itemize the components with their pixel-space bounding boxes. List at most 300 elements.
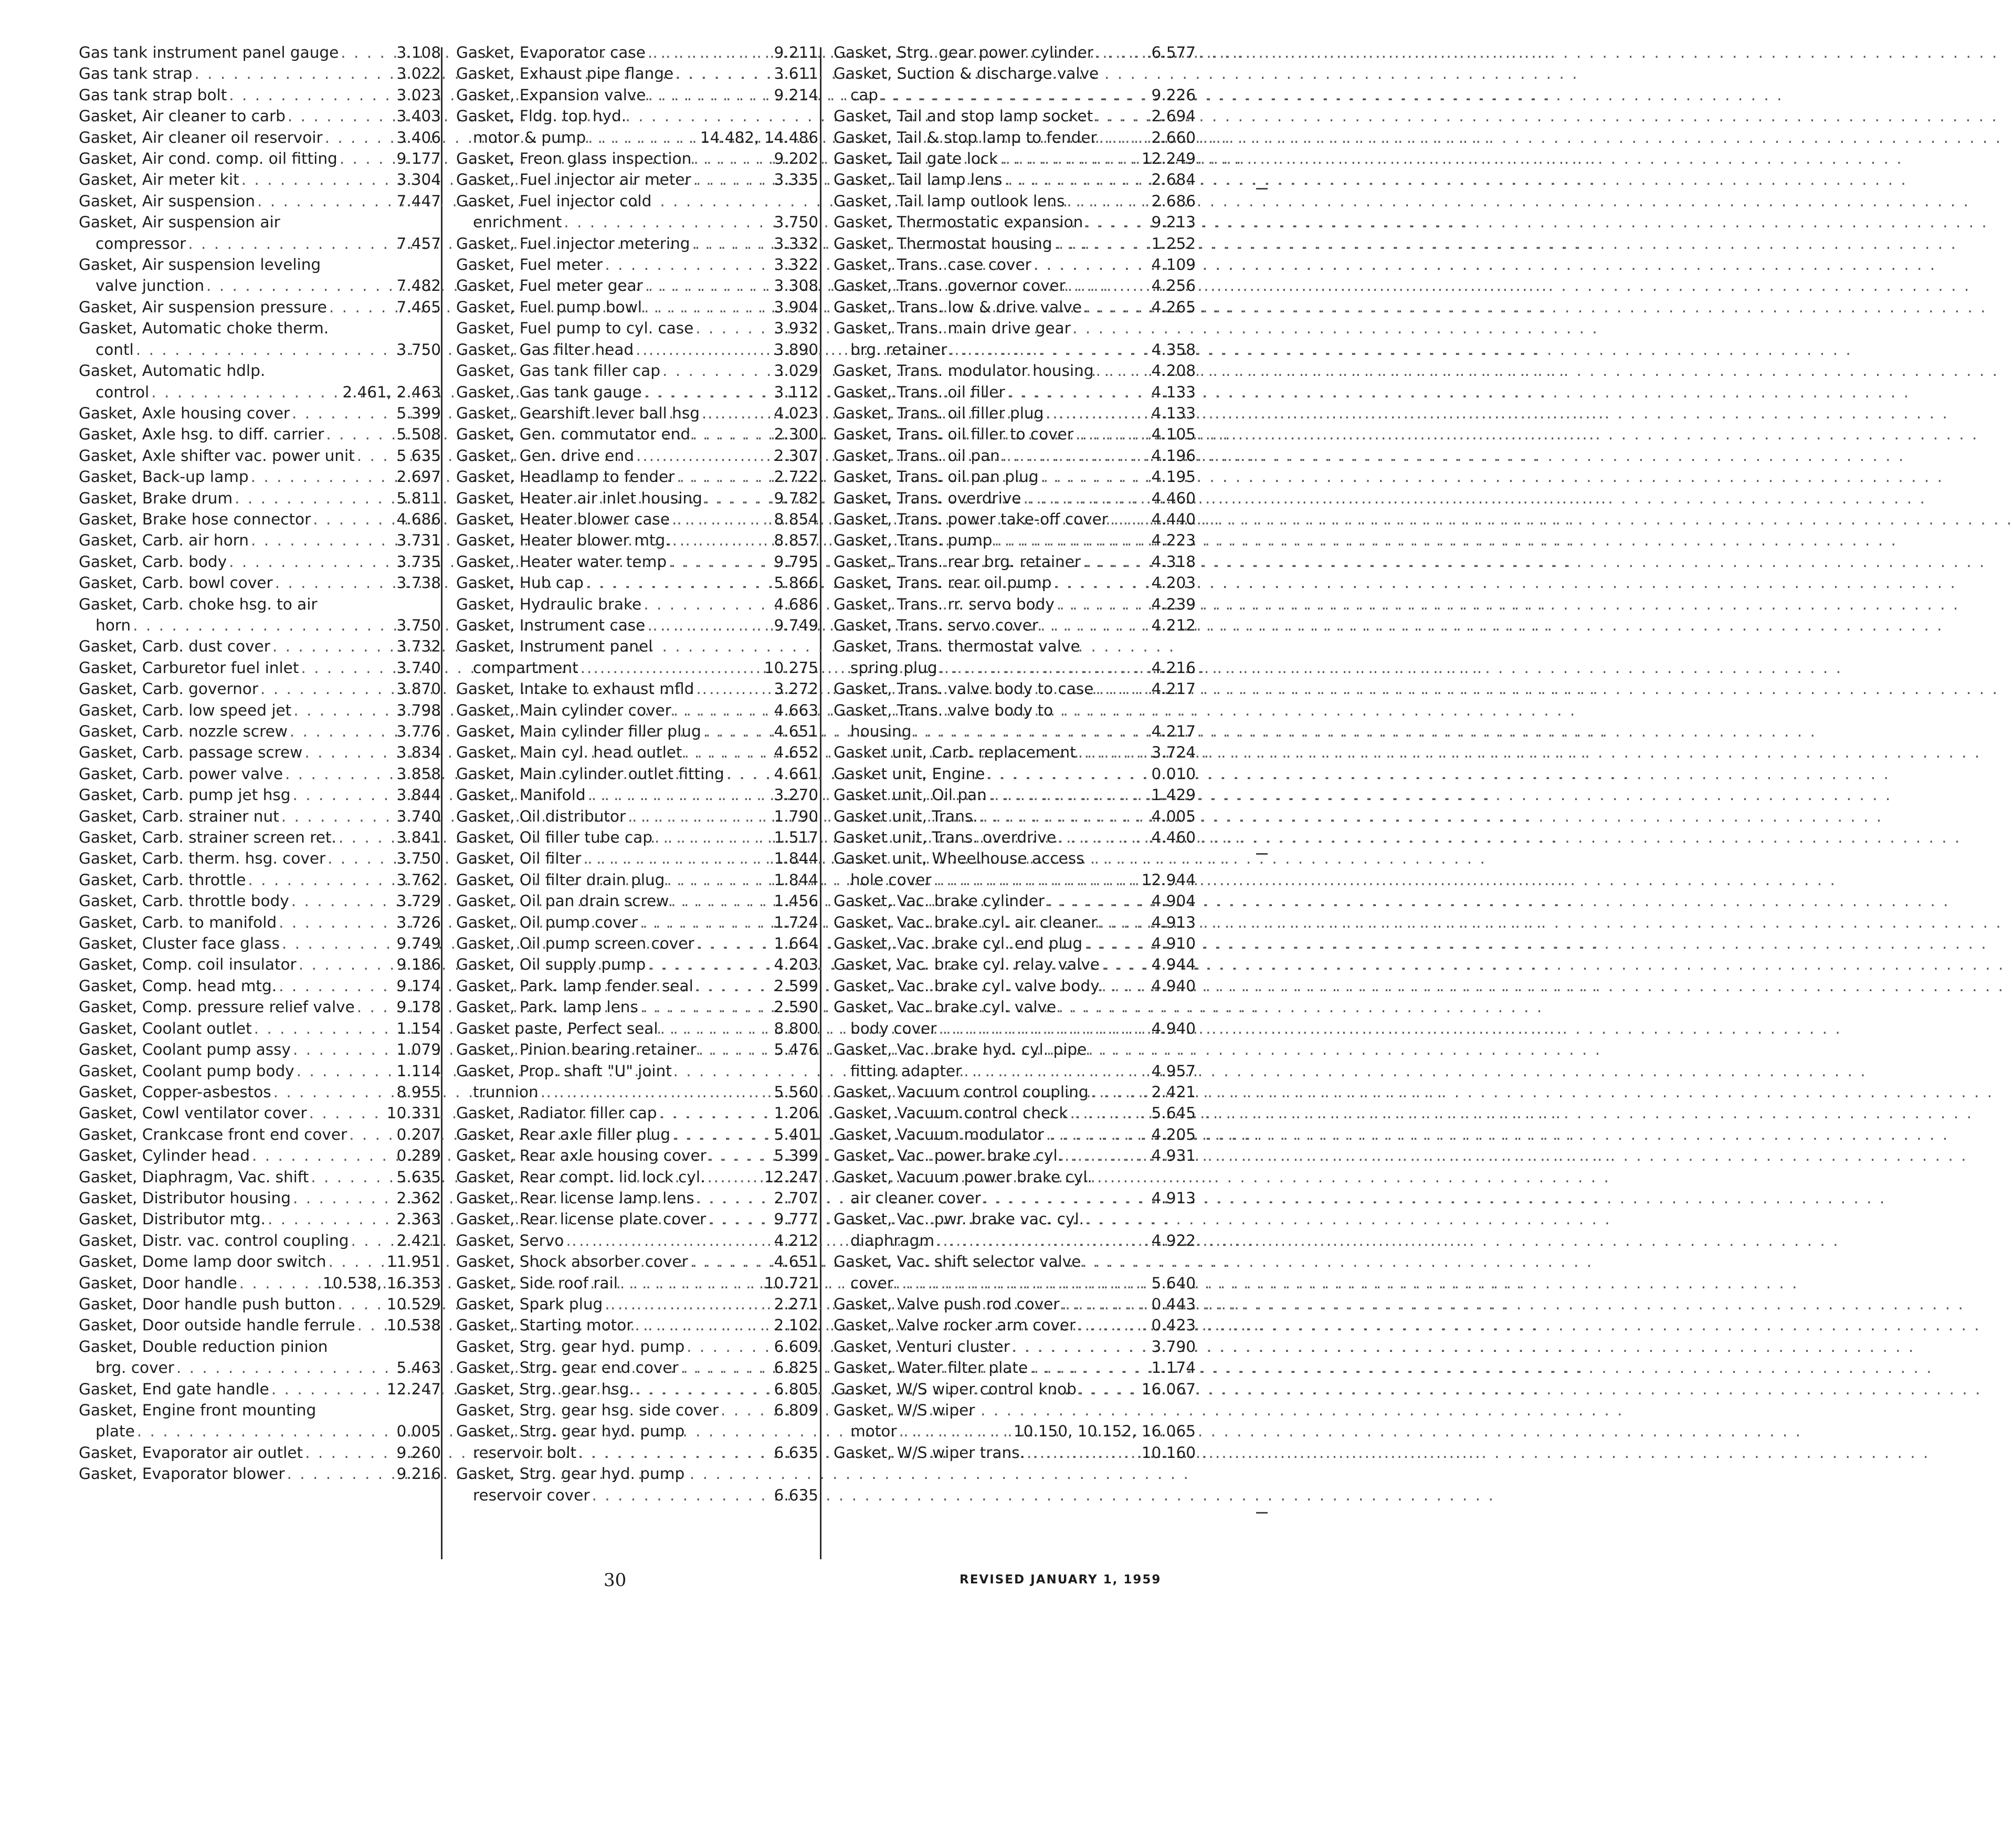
entry-name: Gasket, Vac. brake cyl. valve body: [834, 976, 1100, 995]
entry-name: Gasket, Distr. vac. control coupling: [79, 1231, 349, 1250]
index-entry: [834, 1400, 1196, 1421]
leader-dots: [704, 488, 772, 509]
leader-dots: [1023, 488, 1149, 509]
entry-reference: 4.913: [1151, 1189, 1196, 1207]
leader-dots: [1041, 466, 1150, 487]
index-entry: [456, 954, 818, 975]
entry-reference: 5.635: [396, 1168, 441, 1186]
entry-name: Gasket, Main cylinder filler plug: [456, 722, 701, 740]
entry-reference: 4.212: [1151, 616, 1196, 634]
entry-reference: 7.465: [396, 298, 441, 316]
index-entry: [456, 212, 818, 233]
index-entry: [834, 996, 1196, 1017]
entry-reference: 1.724: [774, 913, 818, 931]
entry-reference: 3.750: [396, 849, 441, 868]
entry-name: Gasket, Cylinder head: [79, 1147, 250, 1165]
leader-dots: [895, 1273, 1150, 1294]
index-entry: [79, 1379, 441, 1400]
index-entry: [834, 1421, 1196, 1442]
index-entry: [79, 594, 441, 615]
leader-dots: [695, 318, 772, 339]
entry-reference: 5.463: [396, 1359, 441, 1377]
index-entry: [456, 1421, 818, 1442]
entry-name: Gasket, Intake to exhaust mfld: [456, 680, 694, 698]
index-entry: [834, 784, 1196, 805]
index-entry: [456, 254, 818, 275]
entry-reference: 2.362: [396, 1189, 441, 1207]
entry-name: Gasket, Trans. case cover: [834, 256, 1031, 274]
leader-dots: [636, 339, 772, 360]
leader-dots: [292, 403, 395, 424]
entry-name: Gasket, Trans. main drive gear: [834, 319, 1071, 338]
leader-dots: [964, 1060, 1149, 1082]
entry-reference: 4.944: [1151, 956, 1196, 974]
entry-name: Gasket, Oil pump cover: [456, 913, 638, 931]
leader-dots: [297, 1060, 395, 1082]
leader-dots: [586, 572, 772, 593]
entry-reference: 10.160: [1141, 1443, 1196, 1462]
leader-dots: [291, 890, 395, 911]
entry-name: Gasket, Trans. modulator housing: [834, 362, 1094, 380]
entry-name: cover: [850, 1274, 894, 1292]
entry-reference: 9.186: [396, 956, 441, 974]
entry-name: Gasket, Coolant outlet: [79, 1019, 252, 1037]
entry-reference: 8.800: [774, 1019, 818, 1037]
index-entry: [79, 127, 441, 148]
entry-name: Gasket, Trans. oil filler: [834, 383, 1005, 401]
index-entry: [456, 148, 818, 169]
entry-reference: 4.217: [1151, 680, 1196, 698]
entry-reference: 3.611: [774, 65, 818, 83]
entry-reference: 2.102: [774, 1316, 818, 1335]
entry-name: Gasket, Strg. gear hyd. pump: [456, 1465, 685, 1483]
entry-reference: 9.749: [396, 934, 441, 953]
leader-dots: [1046, 403, 1149, 424]
entry-reference: 9.178: [396, 998, 441, 1016]
leader-dots: [287, 1463, 394, 1484]
entry-name: Gasket, Servo: [456, 1231, 564, 1250]
leader-dots: [293, 1188, 395, 1209]
leader-dots: [292, 784, 394, 805]
index-entry: [834, 42, 1196, 63]
index-entry: [834, 1336, 1196, 1357]
entry-name: Gasket, Trans. oil filler plug: [834, 404, 1044, 422]
leader-dots: [279, 912, 394, 933]
entry-reference: 10.538: [386, 1316, 441, 1335]
index-entry: [834, 742, 1196, 763]
entry-reference: 4.133: [1151, 383, 1196, 401]
entry-name: Gasket, Park. lamp lens: [456, 998, 638, 1016]
leader-dots: [880, 85, 1150, 106]
entry-name: Gasket, Carb. strainer nut: [79, 807, 279, 825]
entry-name: Gasket, Diaphragm, Vac. shift: [79, 1168, 309, 1186]
leader-dots: [290, 721, 395, 742]
entry-reference: 4.651: [774, 722, 818, 740]
leader-dots: [340, 148, 395, 169]
index-entry: [456, 1273, 818, 1294]
entry-name: plate: [96, 1422, 135, 1441]
entry-name: control: [96, 383, 150, 401]
index-entry: [834, 382, 1196, 403]
index-entry: [79, 551, 441, 572]
entry-name: Gasket, Spark plug: [456, 1295, 603, 1313]
index-entry: [456, 721, 818, 742]
entry-reference: 3.740: [396, 807, 441, 825]
index-entry: [79, 403, 441, 424]
leader-dots: [1110, 509, 1150, 530]
index-entry: [79, 1273, 441, 1294]
leader-dots: [1068, 275, 1150, 296]
leader-dots: [669, 551, 772, 572]
index-entry: [79, 1167, 441, 1188]
entry-name: Gasket, Trans. rr. servo body: [834, 595, 1055, 613]
entry-reference: 7.447: [396, 192, 441, 210]
entry-reference: 9.260: [396, 1443, 441, 1462]
leader-dots: [1079, 1379, 1140, 1400]
index-entry: [834, 212, 1196, 233]
leader-dots: [1054, 233, 1149, 254]
leader-dots: [325, 127, 395, 148]
leader-dots: [692, 233, 772, 254]
entry-name: Gasket, Gas tank filler cap: [456, 362, 660, 380]
entry-reference: 5.560: [774, 1083, 818, 1101]
leader-dots: [899, 1421, 1011, 1442]
entry-reference: 2.722: [774, 468, 818, 486]
entry-name: Gasket, Trans. oil filler to cover: [834, 425, 1073, 444]
entry-name: compressor: [96, 234, 186, 253]
index-entry: [79, 742, 441, 763]
leader-dots: [936, 1230, 1149, 1251]
leader-dots: [696, 678, 772, 699]
entry-name: Gasket unit, Carb. replacement: [834, 743, 1076, 762]
index-entry: [456, 1188, 818, 1209]
index-entry: [456, 551, 818, 572]
index-entry: [79, 233, 441, 254]
entry-reference: 3.029: [774, 362, 818, 380]
index-entry: [79, 1357, 441, 1378]
leader-dots: [288, 106, 395, 127]
leader-dots: [939, 1018, 1149, 1039]
index-entry: [456, 615, 818, 636]
leader-dots: [273, 1082, 395, 1102]
entry-name: Gasket, Instrument case: [456, 616, 646, 634]
entry-name: Gasket, Air cleaner to carb: [79, 107, 286, 125]
index-entry: [834, 1082, 1196, 1102]
index-entry: [834, 1145, 1196, 1166]
index-entry: [456, 572, 818, 593]
entry-name: Gasket, Suction & discharge valve: [834, 65, 1099, 83]
entry-name: Gasket, Fuel injector metering: [456, 234, 690, 253]
leader-dots: [940, 657, 1150, 678]
entry-name: Gasket, Cluster face glass: [79, 934, 280, 953]
index-entry: [456, 1060, 818, 1082]
index-entry: [456, 403, 818, 424]
leader-dots: [605, 254, 772, 275]
leader-dots: [640, 996, 772, 1017]
index-entry: [834, 63, 1196, 84]
index-entry: [79, 1230, 441, 1251]
entry-name: Gasket, Air suspension air: [79, 213, 280, 232]
entry-reference: 6.577: [1151, 44, 1196, 61]
entry-name: Gasket, Strg. gear end cover: [456, 1359, 679, 1377]
leader-dots: [672, 509, 772, 530]
index-entry: [79, 763, 441, 784]
index-entry: [834, 1230, 1196, 1251]
entry-reference: 4.940: [1151, 976, 1196, 995]
entry-reference: 3.322: [774, 256, 818, 274]
leader-dots: [566, 1230, 772, 1251]
index-entry: [456, 1400, 818, 1421]
index-entry: [79, 912, 441, 933]
entry-reference: 5.508: [396, 425, 441, 444]
entry-reference: 4.661: [774, 764, 818, 783]
entry-reference: 12.247: [764, 1168, 818, 1186]
entry-name: contl: [96, 340, 134, 359]
entry-name: Gasket, Hydraulic brake: [456, 595, 642, 613]
entry-reference: 4.904: [1151, 892, 1196, 910]
entry-name: Gasket, Exhaust pipe flange: [456, 65, 674, 83]
leader-dots: [305, 1442, 394, 1463]
entry-reference: 1.206: [774, 1104, 818, 1122]
index-entry: [79, 827, 441, 848]
entry-name: Gasket, Carb. throttle: [79, 870, 246, 889]
index-entry: [79, 784, 441, 805]
index-entry: [79, 1400, 441, 1421]
entry-reference: 3.023: [396, 86, 441, 104]
index-entry: [79, 806, 441, 827]
index-entry: [834, 254, 1196, 275]
entry-reference: 0.423: [1151, 1316, 1196, 1335]
entry-name: Gasket, Back-up lamp: [79, 468, 249, 486]
index-entry: [456, 678, 818, 699]
entry-name: Gasket, Carb. to manifold: [79, 913, 277, 931]
index-entry: [79, 1145, 441, 1166]
entry-reference: 3.750: [774, 213, 818, 232]
entry-reference: 4.005: [1151, 807, 1196, 825]
entry-name: Gasket, Air meter kit: [79, 171, 239, 189]
entry-name: Gasket, Comp. coil insulator: [79, 956, 297, 974]
leader-dots: [252, 1145, 395, 1166]
entry-reference: 5.399: [774, 1147, 818, 1165]
leader-dots: [980, 806, 1150, 827]
entry-name: Gasket, Trans. thermostat valve: [834, 637, 1080, 656]
entry-name: Gasket, Vac. shift selector valve: [834, 1253, 1081, 1271]
index-entry: [834, 1379, 1196, 1400]
entry-reference: 3.750: [396, 340, 441, 359]
entry-reference: 3.731: [396, 531, 441, 550]
index-entry: [79, 1124, 441, 1145]
leader-dots: [357, 1315, 385, 1336]
entry-reference: 4.940: [1151, 1019, 1196, 1037]
index-entry: [834, 1167, 1196, 1188]
leader-dots: [1091, 1082, 1150, 1102]
entry-reference: 2.707: [774, 1189, 818, 1207]
leader-dots: [275, 572, 395, 593]
entry-name: Gasket, Rear license lamp lens: [456, 1189, 694, 1207]
leader-dots: [676, 63, 772, 84]
index-entry: [456, 1209, 818, 1230]
entry-name: Gasket, Starting motor: [456, 1316, 633, 1335]
leader-dots: [1047, 890, 1150, 911]
index-entry: [79, 1315, 441, 1336]
entry-reference: 9.211: [774, 44, 818, 61]
entry-name: reservoir cover: [473, 1486, 590, 1504]
entry-reference: 12.944: [1141, 870, 1196, 889]
entry-name: Gasket, Rear axle housing cover: [456, 1147, 707, 1165]
entry-reference: 9.213: [1151, 213, 1196, 232]
leader-dots: [667, 869, 772, 890]
leader-dots: [677, 466, 772, 487]
index-entry: [456, 1145, 818, 1166]
entry-reference: 3.776: [396, 722, 441, 740]
entry-reference: 2.660: [1151, 128, 1196, 146]
leader-dots: [1012, 1336, 1150, 1357]
entry-name: Gasket, Carb. throttle body: [79, 892, 289, 910]
leader-dots: [293, 700, 394, 721]
entry-reference: 2.300: [774, 425, 818, 444]
entry-reference: 3.738: [396, 574, 441, 592]
leader-dots: [581, 657, 762, 678]
entry-name: Gasket, Oil pump screen cover: [456, 934, 694, 953]
leader-dots: [913, 721, 1149, 742]
entry-name: Gasket, Tail lamp outlook lens: [834, 192, 1065, 210]
entry-reference: 6.635: [774, 1443, 818, 1462]
entry-name: Gasket, Strg. gear hyd. pump: [456, 1422, 685, 1441]
index-entry: [456, 933, 818, 954]
entry-reference: 6.825: [774, 1359, 818, 1377]
entry-reference: 4.440: [1151, 510, 1196, 528]
index-entry: [456, 169, 818, 190]
entry-name: Gasket, Door handle: [79, 1274, 237, 1292]
index-entry: [79, 212, 441, 233]
index-entry: [456, 594, 818, 615]
leader-dots: [176, 1357, 395, 1378]
entry-reference: 6.805: [774, 1380, 818, 1398]
entry-name: Gasket, Valve push rod cover: [834, 1295, 1060, 1313]
entry-reference: 12.247: [386, 1380, 441, 1398]
leader-dots: [703, 721, 772, 742]
entry-reference: 3.732: [396, 637, 441, 656]
entry-name: Gasket, Crankcase front end cover: [79, 1125, 347, 1143]
index-entry: [456, 1251, 818, 1272]
index-entry: [834, 445, 1196, 466]
entry-reference: 4.256: [1151, 277, 1196, 295]
entry-name: Gasket, Trans. oil pan plug: [834, 468, 1039, 486]
index-entry: [456, 1230, 818, 1251]
entry-name: Gasket, Thermostatic expansion: [834, 213, 1083, 232]
entry-name: Gasket, Carb. low speed jet: [79, 701, 292, 719]
entry-name: Gasket, Vac. brake cylinder: [834, 892, 1045, 910]
entry-reference: 2.694: [1151, 107, 1196, 125]
leader-dots: [697, 1188, 772, 1209]
entry-name: Gasket, Oil filter: [456, 849, 582, 868]
index-entry: [456, 106, 818, 127]
leader-dots: [301, 657, 394, 678]
entry-reference: 4.686: [396, 510, 441, 528]
entry-name: Gasket, Evaporator case: [456, 44, 646, 61]
entry-name: Gasket, Trans. valve body to case: [834, 680, 1094, 698]
index-entry: [79, 1102, 441, 1124]
entry-reference: 4.223: [1151, 531, 1196, 550]
entry-name: Gasket, Gearshift lever ball hsg: [456, 404, 700, 422]
index-entry: [834, 636, 1196, 657]
entry-name: Gasket, Tail lamp lens: [834, 171, 1003, 189]
entry-reference: 3.870: [396, 680, 441, 698]
entry-reference: 1.790: [774, 807, 818, 825]
entry-name: Gasket, Air cleaner oil reservoir: [79, 128, 323, 146]
entry-reference: 3.403: [396, 107, 441, 125]
leader-dots: [357, 996, 395, 1017]
entry-reference: 4.023: [774, 404, 818, 422]
leader-dots: [254, 1018, 395, 1039]
index-entry: [79, 1209, 441, 1230]
entry-reference: 2.307: [774, 446, 818, 465]
leader-dots: [229, 551, 394, 572]
entry-reference: 1.517: [774, 828, 818, 847]
leader-dots: [1070, 1102, 1150, 1124]
entry-reference: 16.067: [1141, 1380, 1196, 1398]
leader-dots: [681, 1357, 772, 1378]
entry-reference: 9.202: [774, 150, 818, 168]
entry-name: Gasket, Gas tank gauge: [456, 383, 642, 401]
entry-name: Gasket, End gate handle: [79, 1380, 269, 1398]
entry-name: Gasket unit, Wheelhouse access: [834, 849, 1084, 868]
index-entry: [79, 848, 441, 869]
entry-name: Gasket, Distributor housing: [79, 1189, 291, 1207]
entry-reference: 4.133: [1151, 404, 1196, 422]
entry-reference: 3.726: [396, 913, 441, 931]
entry-reference: 1.079: [396, 1041, 441, 1059]
leader-dots: [994, 530, 1149, 551]
leader-dots: [1085, 212, 1149, 233]
index-entry: [79, 657, 441, 678]
index-entry: [456, 63, 818, 84]
entry-reference: 4.216: [1151, 658, 1196, 677]
entry-name: Gasket, Trans. valve body to: [834, 701, 1053, 719]
entry-reference: 2.599: [774, 976, 818, 995]
entry-reference: 5.399: [396, 404, 441, 422]
entry-name: Gasket, Venturi cluster: [834, 1337, 1010, 1356]
entry-reference: 4.212: [774, 1231, 818, 1250]
leader-dots: [644, 297, 772, 318]
entry-name: Gasket, Vac. pwr. brake vac. cyl.: [834, 1210, 1084, 1228]
entry-name: Gasket, Trans. pump: [834, 531, 993, 550]
index-entry: [79, 42, 441, 63]
index-column-2: [456, 42, 818, 1506]
entry-name: Gasket, Heater blower mtg.: [456, 531, 670, 550]
leader-dots: [285, 763, 395, 784]
index-entry: [456, 382, 818, 403]
entry-reference: 4.205: [1151, 1125, 1196, 1143]
entry-reference: 2.684: [1151, 171, 1196, 189]
entry-name: compartment: [473, 658, 578, 677]
index-entry: [79, 996, 441, 1017]
entry-name: Gasket, Cowl ventilator cover: [79, 1104, 307, 1122]
index-entry: [456, 806, 818, 827]
leader-dots: [338, 1294, 385, 1315]
entry-name: Gasket unit, Engine: [834, 764, 985, 783]
leader-dots: [987, 763, 1149, 784]
index-entry: [834, 678, 1196, 699]
entry-reference: 3.108: [396, 44, 441, 61]
entry-name: Gasket, Axle housing cover: [79, 404, 290, 422]
index-entry: [79, 615, 441, 636]
entry-reference: 5.476: [774, 1041, 818, 1059]
entry-name: Gasket, Pinion bearing retainer: [456, 1041, 697, 1059]
entry-reference: 0.443: [1151, 1295, 1196, 1313]
index-entry: [79, 1082, 441, 1102]
entry-name: Gasket, Vac. brake cyl. valve: [834, 998, 1057, 1016]
